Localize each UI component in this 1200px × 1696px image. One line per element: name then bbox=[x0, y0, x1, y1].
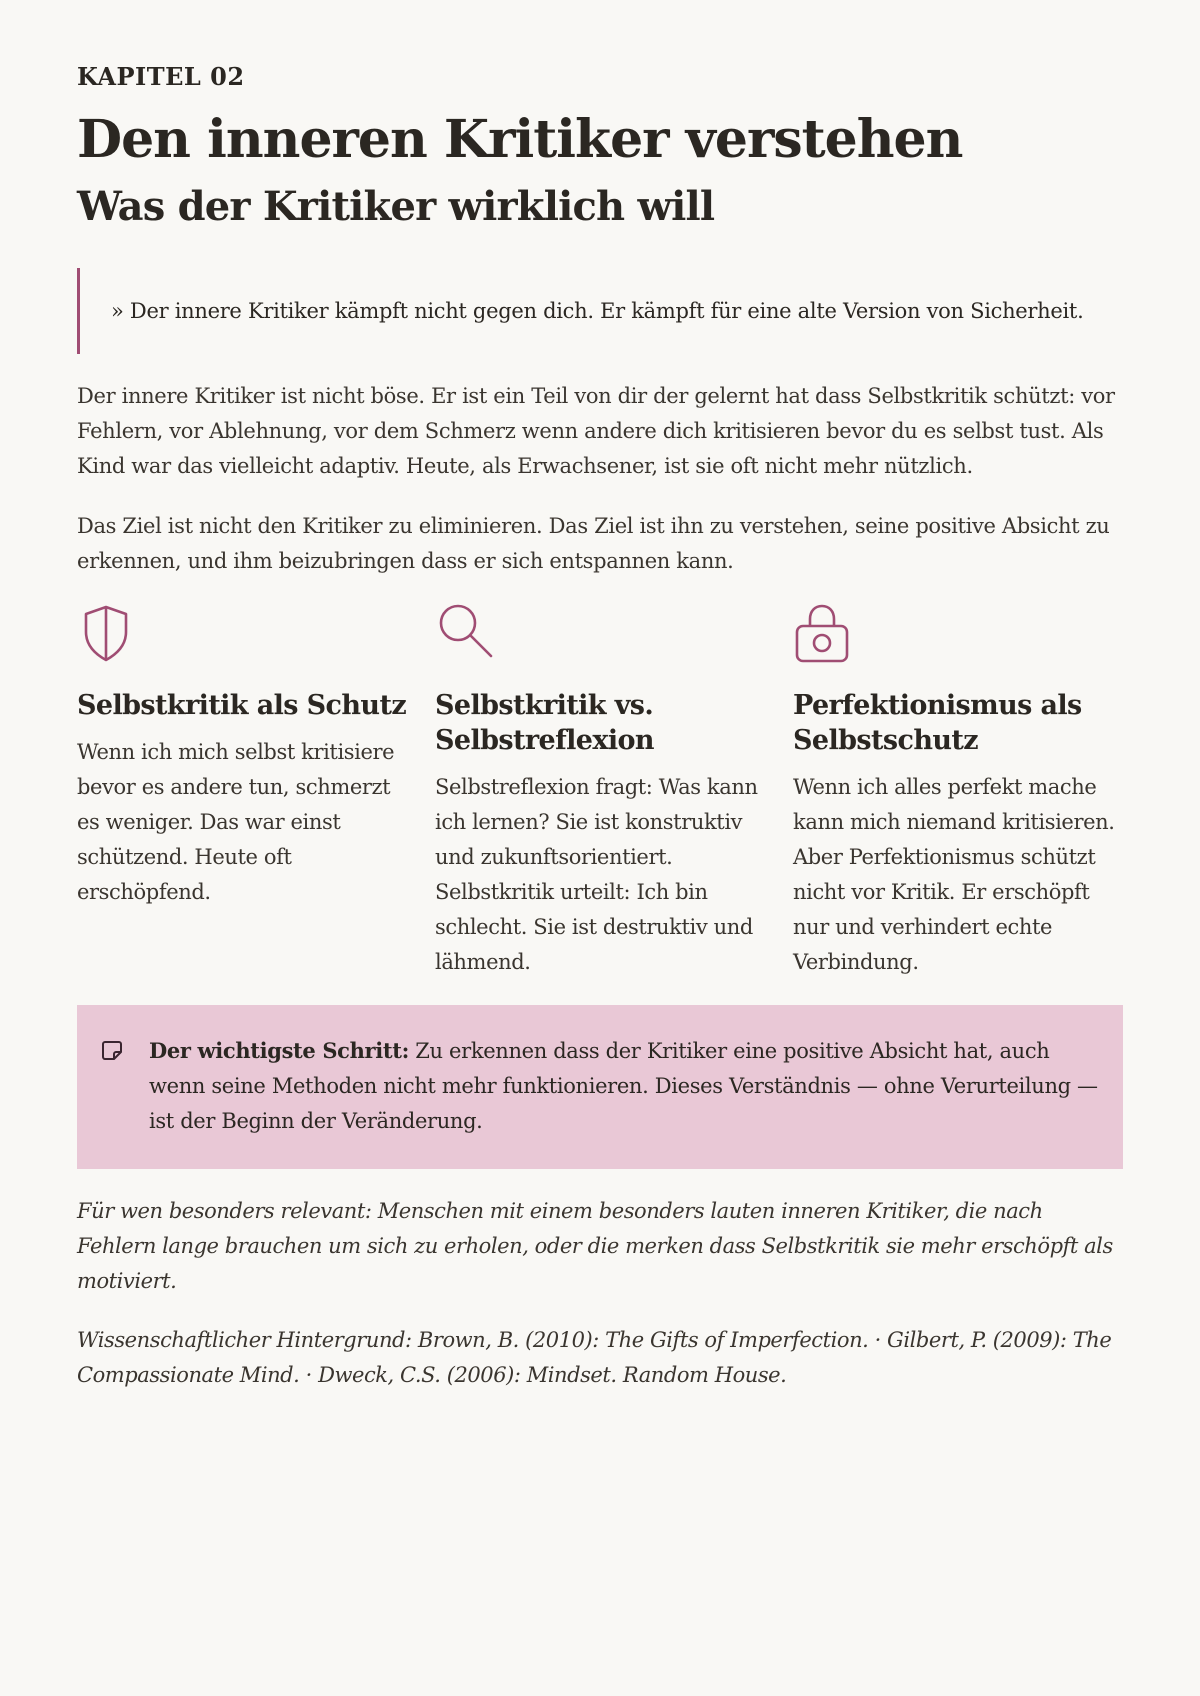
feature-column-perfectionism bbox=[793, 600, 1123, 974]
callout-label: Der wichtigste Schritt: bbox=[149, 1038, 409, 1063]
feature-column-reflection bbox=[435, 600, 765, 974]
feature-text: Selbstreflexion fragt: Was kann ich lernen? Sie ist konstruktiv und zukunftsorientiert. Selbstkritik urteilt: Ich bin schlecht. Sie ist destruktiv und lähmend. bbox=[435, 775, 758, 974]
chapter-title: Den inneren Kritiker verstehen bbox=[77, 109, 963, 170]
shield-icon bbox=[77, 600, 135, 664]
relevance-note: Für wen besonders relevant: Menschen mit einem besonders lauten inneren Kritiker, die nach Fehlern lange brauchen um sich zu erholen, oder die merken dass Selbstkritik sie mehr erschöpft als motiviert. bbox=[77, 1199, 1113, 1293]
callout-body: Zu erkennen dass der Kritiker eine positive Absicht hat, auch wenn seine Methoden nicht mehr funktionieren. Dieses Verständnis — ohne Verurteilung — ist der Beginn der Veränderung. bbox=[149, 1039, 1098, 1133]
pull-quote bbox=[77, 268, 1117, 354]
feature-heading: Perfektionismus als Selbstschutz bbox=[793, 690, 1082, 756]
feature-text: Wenn ich alles perfekt mache kann mich niemand kritisieren. Aber Perfektionismus schützt nicht vor Kritik. Er erschöpft nur und verhindert echte Verbindung. bbox=[793, 775, 1115, 974]
intro-paragraph-1: Der innere Kritiker ist nicht böse. Er ist ein Teil von dir der gelernt hat dass Selbstkritik schützt: vor Fehlern, vor Ablehnung, vor dem Schmerz wenn andere dich kritisieren bevor du es selbst tust. Als Kind war das vielleicht adaptiv. Heute, als Erwachsener, ist sie oft nicht mehr nützlich. bbox=[77, 384, 1115, 478]
lock-icon bbox=[793, 600, 851, 664]
magnifier-icon bbox=[435, 600, 493, 664]
feature-heading: Selbstkritik als Schutz bbox=[77, 690, 407, 721]
scientific-background: Wissenschaftlicher Hintergrund: Brown, B. (2010): The Gifts of Imperfection. · Gilbert, P. (2009): The Compassionate Mind. · Dweck, C.S. (2006): Mindset. Random House. bbox=[77, 1328, 1112, 1387]
chapter-subtitle: Was der Kritiker wirklich will bbox=[77, 183, 715, 230]
feature-text: Wenn ich mich selbst kritisiere bevor es andere tun, schmerzt es weniger. Das war einst schützend. Heute oft erschöpfend. bbox=[77, 740, 395, 904]
feature-heading: Selbstkritik vs. Selbstreflexion bbox=[435, 690, 654, 756]
pull-quote-text: » Der innere Kritiker kämpft nicht gegen dich. Er kämpft für eine alte Version von Sicherheit. bbox=[111, 299, 1084, 323]
note-icon bbox=[101, 1039, 123, 1061]
feature-column-protection bbox=[77, 600, 407, 904]
intro-paragraph-2: Das Ziel ist nicht den Kritiker zu eliminieren. Das Ziel ist ihn zu verstehen, seine positive Absicht zu erkennen, und ihm beizubringen dass er sich entspannen kann. bbox=[77, 514, 1110, 573]
chapter-kicker: KAPITEL 02 bbox=[77, 62, 245, 91]
key-step-callout bbox=[77, 1005, 1123, 1169]
callout-text bbox=[149, 1033, 1099, 1139]
